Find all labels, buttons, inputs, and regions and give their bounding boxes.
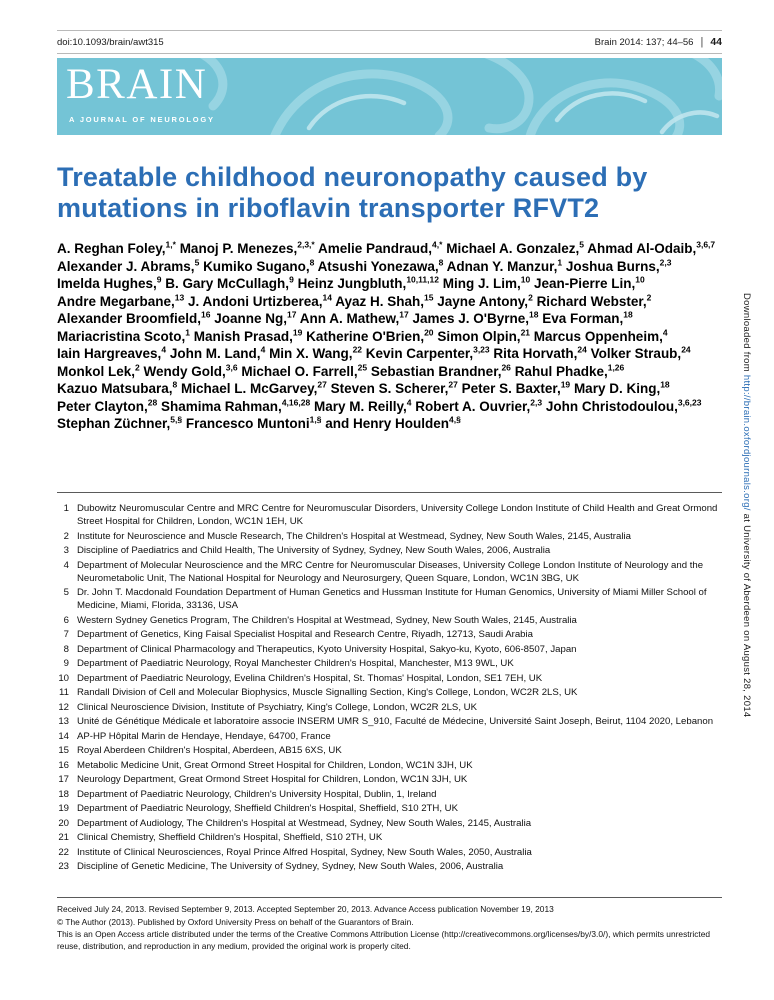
affiliation-number: 5 <box>63 587 69 598</box>
author-affiliation-marker: 13 <box>174 292 185 302</box>
author-name: Imelda Hughes,$^9$ <box>57 274 162 291</box>
author-affiliation-marker: 18 <box>529 309 539 320</box>
author-name: Mary D. King,$^{18}$ <box>573 379 670 396</box>
license-notice: This is an Open Access article distributed under the terms of the Creative Commons Attribution License (http://creativecommons.org/licenses/by/3.0/), which permits unrestricted reuse, distribution, and reproduction in any medium, provided the original work is properly cited. <box>57 929 711 951</box>
affiliation-item <box>57 788 722 801</box>
affiliation-text: Metabolic Medicine Unit, Great Ormond Street Hospital for Children, London, WC1N 3JH, UK <box>77 759 473 771</box>
affiliation-number: 16 <box>58 759 69 771</box>
author-name: Peter Clayton,$^{28}$ <box>57 397 158 414</box>
article-title: Treatable childhood neuronopathy caused by mutations in riboflavin transporter RFVT2 <box>57 162 648 223</box>
affiliation-item <box>57 831 722 844</box>
received-dates: Received July 24, 2013. Revised September 9, 2013. Accepted September 20, 2013. Advance Access publication November 19, 2013 <box>57 904 554 914</box>
affiliation-number: 8 <box>63 643 69 655</box>
author-name: Adnan Y. Manzur,$^1$ <box>446 257 563 274</box>
affiliation-number: 7 <box>63 629 69 640</box>
affiliation-number: 1 <box>63 503 69 514</box>
affiliation-number: 21 <box>58 832 69 843</box>
affiliation-number: 12 <box>58 701 69 713</box>
author-affiliation-marker: 15 <box>424 292 434 302</box>
author-name: Manoj P. Menezes,$^{2,3,*}$ <box>179 239 315 256</box>
affiliation-item <box>57 802 722 815</box>
author-name: Michael L. McGarvey,$^{27}$ <box>181 379 327 396</box>
author-name: Volker Straub,$^{24}$ <box>590 344 691 361</box>
affiliation-text: Dr. John T. Macdonald Foundation Department of Human Genetics and Hussman Institute for Human Genomics, University of Miami Miller School of Medicine, Miami, Florida, 33136, USA <box>77 587 707 611</box>
author-name: Sebastian Brandner,$^{26}$ <box>370 362 511 379</box>
author-name: Eva Forman,$^{18}$ <box>542 309 633 326</box>
author-affiliation-marker: 1 <box>557 257 563 267</box>
author-name: Ann A. Mathew,$^{17}$ <box>299 309 409 326</box>
author-name: John M. Land,$^4$ <box>169 344 266 361</box>
affiliation-text: Western Sydney Genetics Program, The Children's Hospital at Westmead, Sydney, New South Wales, 2145, Australia <box>77 614 577 626</box>
affiliation-item <box>57 672 722 685</box>
affiliation-item <box>57 730 722 743</box>
author-affiliation-marker: 3,6 <box>225 362 238 372</box>
author-name: Atsushi Yonezawa,$^8$ <box>317 257 444 274</box>
affiliation-item <box>57 846 722 859</box>
author-affiliation-marker: 18 <box>660 379 670 390</box>
author-affiliation-marker: 4,§ <box>449 414 461 425</box>
author-name: Mariacristina Scoto,$^1$ <box>57 327 191 344</box>
author-name: Peter S. Baxter,$^{19}$ <box>461 379 571 396</box>
author-affiliation-marker: 5,§ <box>170 414 183 425</box>
author-name: Ayaz H. Shah,$^{15}$ <box>335 292 434 309</box>
affiliation-text: Clinical Neuroscience Division, Institute of Psychiatry, King's College, London, WC2R 2LS, UK <box>77 701 477 713</box>
affiliation-item <box>57 502 722 528</box>
author-affiliation-marker: 2,3,* <box>297 239 315 250</box>
author-affiliation-marker: 1 <box>185 327 191 337</box>
author-affiliation-marker: 2 <box>646 292 652 302</box>
author-affiliation-marker: 17 <box>287 309 297 320</box>
affiliation-item <box>57 860 722 873</box>
author-affiliation-marker: 4 <box>662 327 668 337</box>
download-watermark <box>741 293 752 718</box>
affiliation-text: Department of Paediatric Neurology, Evelina Children's Hospital, St. Thomas' Hospital, London, SE1 7EH, UK <box>77 672 543 684</box>
author-affiliation-marker: 19 <box>560 379 571 390</box>
affiliation-number: 19 <box>58 803 69 814</box>
author-name: Joshua Burns,$^{2,3}$ <box>565 257 672 274</box>
affiliation-number: 2 <box>63 530 69 542</box>
affiliation-text: Department of Genetics, King Faisal Specialist Hospital and Research Centre, Riyadh, 12713, Saudi Arabia <box>77 629 533 640</box>
affiliation-text: AP-HP Hôpital Marin de Hendaye, Hendaye, 64700, France <box>77 730 331 742</box>
author-affiliation-marker: 2,3 <box>659 257 672 267</box>
author-affiliation-marker: 1,26 <box>607 362 625 372</box>
page-footer <box>57 897 722 953</box>
copyright-notice: © The Author (2013). Published by Oxford University Press on behalf of the Guarantors of Brain. <box>57 916 414 927</box>
affiliation-item <box>57 686 722 699</box>
author-name: Amelie Pandraud,$^{4,*}$ <box>317 239 443 256</box>
affiliation-number: 4 <box>63 559 69 571</box>
author-affiliation-marker: 28 <box>147 397 158 407</box>
affiliation-item <box>57 544 722 557</box>
author-name: Richard Webster,$^2$ <box>536 292 652 309</box>
author-name: Henry Houlden$^{4,\S}$ <box>352 414 461 431</box>
author-affiliation-marker: 4 <box>406 397 412 407</box>
affiliation-item <box>57 559 722 585</box>
watermark-link[interactable]: http://brain.oxfordjournals.org/ <box>741 374 752 511</box>
affiliation-text: Discipline of Paediatrics and Child Health, The University of Sydney, Sydney, New South Wales, 2006, Australia <box>77 545 551 556</box>
affiliation-number: 23 <box>58 861 69 872</box>
author-name: J. Andoni Urtizberea,$^{14}$ <box>188 292 333 309</box>
affiliation-list <box>57 502 722 875</box>
author-affiliation-marker: 4 <box>161 344 167 355</box>
affiliation-number: 11 <box>59 687 69 698</box>
author-name: Wendy Gold,$^{3,6}$ <box>143 362 238 379</box>
affiliation-text: Department of Paediatric Neurology, Children's University Hospital, Dublin, 1, Ireland <box>77 788 437 800</box>
affiliation-item <box>57 530 722 543</box>
author-affiliation-marker: 19 <box>292 327 303 337</box>
citation-group <box>595 36 722 48</box>
journal-tagline: A JOURNAL OF NEUROLOGY <box>69 115 215 124</box>
affiliation-text: Clinical Chemistry, Sheffield Children's Hospital, Sheffield, S10 2TH, UK <box>77 832 383 843</box>
affiliation-text: Department of Molecular Neuroscience and the MRC Centre for Neuromuscular Diseases, University College London Institute of Neurology and the Neurometabolic Unit, The National Hospital for Neurology and Neurosurgery, Queen Square, London, WC1N 3BG, UK <box>77 559 704 584</box>
journal-citation: Brain 2014: 137; 44–56 <box>594 36 694 48</box>
affiliation-item <box>57 773 722 786</box>
author-name: Jean-Pierre Lin,$^{10}$ <box>533 274 645 291</box>
affiliation-number: 3 <box>63 545 69 556</box>
author-affiliation-marker: 3,6,7 <box>696 239 716 250</box>
author-name: Iain Hargreaves,$^4$ <box>57 344 167 361</box>
affiliation-item <box>57 759 722 772</box>
author-affiliation-marker: 10,11,12 <box>406 274 439 285</box>
author-name: Monkol Lek,$^2$ <box>57 362 140 379</box>
author-affiliation-marker: 24 <box>681 344 691 355</box>
page-header <box>57 30 722 54</box>
affiliation-text: Department of Audiology, The Children's Hospital at Westmead, Sydney, New South Wales, 2145, Australia <box>77 817 532 829</box>
affiliation-text: Dubowitz Neuromuscular Centre and MRC Centre for Neuromuscular Disorders, University College London Institute of Child Health and Great Ormond Street Hospital for Children, London, WC1N 1EH, UK <box>77 503 718 527</box>
affiliation-item <box>57 817 722 830</box>
author-name: Simon Olpin,$^{21}$ <box>437 327 531 344</box>
author-affiliation-marker: 2,3 <box>530 397 543 407</box>
affiliation-number: 13 <box>58 716 69 727</box>
author-affiliation-marker: 9 <box>289 274 294 285</box>
author-affiliation-marker: 1,§ <box>309 414 322 425</box>
author-affiliation-marker: 25 <box>357 362 368 372</box>
author-affiliation-marker: 10 <box>520 274 531 285</box>
author-affiliation-marker: 22 <box>352 344 363 355</box>
author-name: Francesco Muntoni$^{1,\S}$ <box>185 414 322 431</box>
affiliation-item <box>57 586 722 612</box>
author-name: Michael A. Gonzalez,$^5$ <box>446 239 584 256</box>
affiliation-number: 20 <box>58 817 69 829</box>
author-name: Robert A. Ouvrier,$^{2,3}$ <box>415 397 543 414</box>
author-affiliation-marker: 5 <box>194 257 200 267</box>
author-name: Kevin Carpenter,$^{3,23}$ <box>365 344 490 361</box>
author-name: James J. O'Byrne,$^{18}$ <box>412 309 539 326</box>
author-affiliation-marker: 1,* <box>165 239 176 250</box>
journal-banner <box>57 58 722 135</box>
affiliation-text: Randall Division of Cell and Molecular Biophysics, Muscle Signalling Section, King's College, London, WC2R 2LS, UK <box>77 687 578 698</box>
citation-separator: | <box>700 36 704 48</box>
affiliation-item <box>57 715 722 728</box>
journal-logo: BRAIN <box>66 61 208 108</box>
author-name: Alexander Broomfield,$^{16}$ <box>57 309 211 326</box>
affiliation-text: Neurology Department, Great Ormond Street Hospital for Children, London, WC1N 3JH, UK <box>77 774 468 785</box>
affiliation-number: 10 <box>58 672 69 684</box>
affiliation-item <box>57 657 722 670</box>
author-affiliation-marker: 14 <box>322 292 333 302</box>
affiliation-number: 17 <box>58 774 69 785</box>
author-affiliation-marker: 17 <box>399 309 409 320</box>
author-affiliation-marker: 2 <box>135 362 140 372</box>
affiliation-text: Department of Paediatric Neurology, Sheffield Children's Hospital, Sheffield, S10 2TH, UK <box>77 803 458 814</box>
affiliation-item <box>57 643 722 656</box>
author-name: Andre Megarbane,$^{13}$ <box>57 292 185 309</box>
page-number: 44 <box>710 36 722 48</box>
author-affiliation-marker: 24 <box>577 344 587 355</box>
author-list: A. Reghan Foley,$^{1,*}$ Manoj P. Menezes,$^{2,3,*}$ Amelie Pandraud,$^{4,*}$ Michael A. Gonzalez,$^5$ Ahmad Al-Odaib,$^{3,6,7}$ Alexander J. Abrams,$^5$ Kumiko Sugano,$^8$ Atsushi Yonezawa,$^8$ Adnan Y. Manzur,$^1$ Joshua Burns,$^{2,3}$ Imelda Hughes,$^9$ B. Gary McCullagh,$^9$ Heinz Jungbluth,$^{10,11,12}$ Ming J. Lim,$^{10}$ Jean-Pierre Lin,$^{10}$ Andre Megarbane,$^{13}$ J. Andoni Urtizberea,$^{14}$ Ayaz H. Shah,$^{15}$ Jayne Antony,$^2$ Richard Webster,$^2$ Alexander Broomfield,$^{16}$ Joanne Ng,$^{17}$ Ann A. Mathew,$^{17}$ James J. O'Byrne,$^{18}$ Eva Forman,$^{18}$ Mariacristina Scoto,$^1$ Manish Prasad,$^{19}$ Katherine O'Brien,$^{20}$ Simon Olpin,$^{21}$ Marcus Oppenheim,$^4$ Iain Hargreaves,$^4$ John M. Land,$^4$ Min X. Wang,$^{22}$ Kevin Carpenter,$^{3,23}$ Rita Horvath,$^{24}$ Volker Straub,$^{24}$ Monkol Lek,$^2$ Wendy Gold,$^{3,6}$ Michael O. Farrell,$^{25}$ Sebastian Brandner,$^{26}$ Rahul Phadke,$^{1,26}$ Kazuo Matsubara,$^8$ Michael L. McGarvey,$^{27}$ Steven S. Scherer,$^{27}$ Peter S. Baxter,$^{19}$ Mary D. King,$^{18}$ Peter Clayton,$^{28}$ Shamima Rahman,$^{4,16,28}$ Mary M. Reilly,$^4$ Robert A. Ouvrier,$^{2,3}$ John Christodoulou,$^{3,6,23}$ Stephan Züchner,$^{5,\S}$ Francesco Muntoni$^{1,\S}$ and Henry Houlden$^{4,\S}$ <box>57 239 716 431</box>
author-affiliation-marker: 3,23 <box>473 344 490 355</box>
author-affiliation-marker: 9 <box>156 274 162 285</box>
author-affiliation-marker: 5 <box>579 239 584 250</box>
author-name: B. Gary McCullagh,$^9$ <box>165 274 294 291</box>
author-affiliation-marker: 3,6,23 <box>677 397 702 407</box>
watermark-prefix: Downloaded from <box>741 293 752 375</box>
author-affiliation-marker: 4 <box>260 344 266 355</box>
author-affiliation-marker: 26 <box>501 362 511 372</box>
author-name: Rita Horvath,$^{24}$ <box>493 344 587 361</box>
author-affiliation-marker: 18 <box>623 309 633 320</box>
affiliation-number: 22 <box>58 846 69 858</box>
author-name: Katherine O'Brien,$^{20}$ <box>306 327 434 344</box>
author-name: Marcus Oppenheim,$^4$ <box>533 327 668 344</box>
affiliation-item <box>57 628 722 641</box>
affiliation-text: Discipline of Genetic Medicine, The University of Sydney, Sydney, New South Wales, 2006, Australia <box>77 861 504 872</box>
affiliation-number: 18 <box>58 788 69 800</box>
affiliation-text: Royal Aberdeen Children's Hospital, Aberdeen, AB15 6XS, UK <box>77 745 342 756</box>
author-affiliation-marker: 10 <box>635 274 645 285</box>
affiliation-item <box>57 701 722 714</box>
author-affiliation-marker: 4,* <box>432 239 443 250</box>
author-name: Stephan Züchner,$^{5,\S}$ <box>57 414 183 431</box>
author-name: Joanne Ng,$^{17}$ <box>214 309 297 326</box>
author-name: Alexander J. Abrams,$^5$ <box>57 257 200 274</box>
affiliation-text: Department of Clinical Pharmacology and Therapeutics, Kyoto University Hospital, Sakyo-ku, Kyoto, 606-8507, Japan <box>77 643 577 655</box>
affiliation-number: 15 <box>58 745 69 756</box>
author-name: Shamima Rahman,$^{4,16,28}$ <box>161 397 311 414</box>
affiliation-number: 14 <box>58 730 69 742</box>
affiliations-divider <box>57 492 722 493</box>
author-affiliation-marker: 16 <box>201 309 211 320</box>
author-name: John Christodoulou,$^{3,6,23}$ <box>545 397 702 414</box>
author-name: Rahul Phadke,$^{1,26}$ <box>514 362 625 379</box>
affiliation-text: Unité de Génétique Médicale et laboratoire associe INSERM UMR S_910, Faculté de Médecine, Université Saint Joseph, Beirut, 1104 2020, Lebanon <box>77 716 714 727</box>
doi-text: doi:10.1093/brain/awt315 <box>57 36 164 48</box>
affiliation-number: 6 <box>63 614 69 626</box>
author-name: Michael O. Farrell,$^{25}$ <box>241 362 368 379</box>
author-name: Min X. Wang,$^{22}$ <box>269 344 363 361</box>
author-affiliation-marker: 8 <box>438 257 444 267</box>
author-affiliation-marker: 4,16,28 <box>281 397 311 407</box>
author-name: Ming J. Lim,$^{10}$ <box>442 274 531 291</box>
affiliation-text: Institute for Neuroscience and Muscle Research, The Children's Hospital at Westmead, Sydney, New South Wales, 2145, Australia <box>77 530 631 542</box>
affiliation-item <box>57 744 722 757</box>
author-affiliation-marker: 8 <box>309 257 315 267</box>
author-affiliation-marker: 27 <box>317 379 327 390</box>
watermark-suffix: at University of Aberdeen on August 28, 2014 <box>741 510 752 718</box>
affiliation-text: Department of Paediatric Neurology, Royal Manchester Children's Hospital, Manchester, M13 9WL, UK <box>77 658 514 669</box>
author-name: Ahmad Al-Odaib,$^{3,6,7}$ <box>587 239 716 256</box>
author-affiliation-marker: 8 <box>172 379 178 390</box>
affiliation-text: Institute of Clinical Neurosciences, Royal Prince Alfred Hospital, Sydney, New South Wales, 2050, Australia <box>77 846 532 858</box>
author-affiliation-marker: 20 <box>424 327 434 337</box>
affiliation-item <box>57 614 722 627</box>
author-name: Steven S. Scherer,$^{27}$ <box>330 379 458 396</box>
author-name: A. Reghan Foley,$^{1,*}$ <box>57 239 176 256</box>
author-name: Mary M. Reilly,$^4$ <box>313 397 412 414</box>
author-name: Jayne Antony,$^2$ <box>437 292 533 309</box>
author-affiliation-marker: 21 <box>520 327 531 337</box>
author-name: Heinz Jungbluth,$^{10,11,12}$ <box>297 274 439 291</box>
author-name: Manish Prasad,$^{19}$ <box>193 327 303 344</box>
author-name: Kumiko Sugano,$^8$ <box>203 257 315 274</box>
author-name: Kazuo Matsubara,$^8$ <box>57 379 178 396</box>
author-affiliation-marker: 2 <box>528 292 533 302</box>
author-affiliation-marker: 27 <box>448 379 458 390</box>
affiliation-number: 9 <box>63 658 69 669</box>
